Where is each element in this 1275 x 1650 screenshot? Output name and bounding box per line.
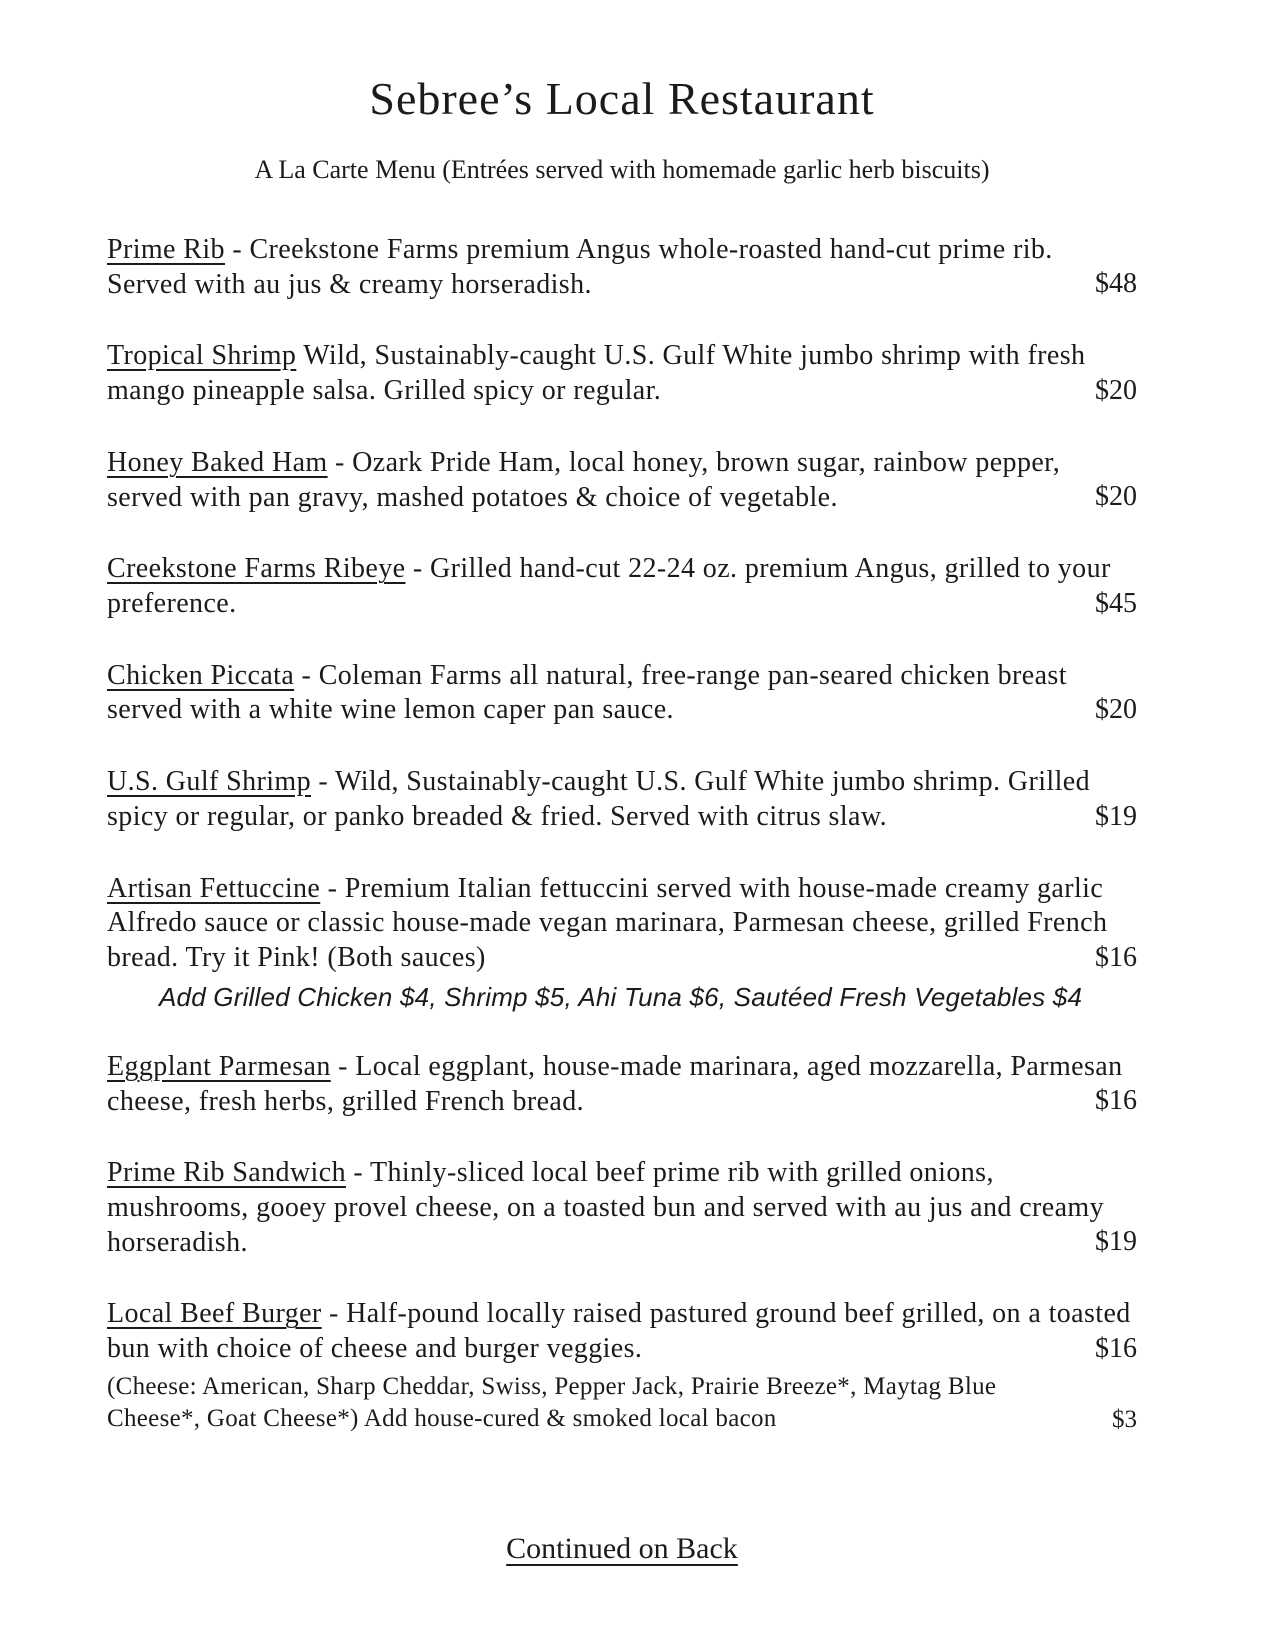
item-main: [107, 446, 1137, 515]
item-text: [107, 1156, 1137, 1260]
item-main: [107, 1050, 1137, 1119]
item-main: [107, 339, 1137, 408]
menu-item-local-beef-burger: [107, 1297, 1137, 1435]
item-price: $16: [1095, 1085, 1137, 1117]
menu-item-eggplant-parmesan: [107, 1050, 1137, 1119]
item-price: $16: [1095, 1332, 1137, 1364]
menu-item-honey-baked-ham: [107, 446, 1137, 515]
item-main: [107, 872, 1137, 976]
item-price: $20: [1095, 374, 1137, 406]
item-separator: -: [310, 766, 336, 798]
item-text: [107, 552, 1137, 621]
item-price: $20: [1095, 694, 1137, 726]
item-description: Ozark Pride Ham, local honey, brown sugar, rainbow pepper, served with pan gravy, mashed potatoes & choice of vegetable.: [107, 446, 1061, 513]
item-price: $19: [1095, 800, 1137, 832]
footer-note-text: Continued on Back: [506, 1531, 738, 1565]
item-description: Thinly-sliced local beef prime rib with grilled onions, mushrooms, gooey provel cheese, on a toasted bun and served with au jus and creamy horseradish.: [107, 1157, 1104, 1258]
item-separator: -: [320, 872, 345, 904]
item-price: $16: [1095, 941, 1137, 973]
menu-item-tropical-shrimp: [107, 339, 1137, 408]
item-separator: -: [321, 1298, 347, 1330]
item-description: Wild, Sustainably-caught U.S. Gulf White jumbo shrimp. Grilled spicy or regular, or panko breaded & fried. Served with citrus slaw.: [107, 766, 1090, 832]
menu-subtitle: A La Carte Menu (Entrées served with homemade garlic herb biscuits): [254, 155, 990, 184]
item-description: Premium Italian fettuccini served with house-made creamy garlic Alfredo sauce or classic house-made vegan marinara, Parmesan cheese, grilled French bread. Try it Pink! (Both sauces): [107, 872, 1108, 974]
item-cheese-note-wrap: [107, 1371, 1137, 1436]
item-name: U.S. Gulf Shrimp: [107, 766, 311, 798]
item-description: Creekstone Farms premium Angus whole-roasted hand-cut prime rib. Served with au jus & creamy horseradish.: [107, 234, 1053, 300]
item-name: Prime Rib Sandwich: [107, 1157, 346, 1189]
menu-item-creekstone-ribeye: [107, 552, 1137, 621]
item-separator: -: [330, 1050, 356, 1082]
item-name: Chicken Piccata: [107, 659, 295, 691]
item-main: [107, 1156, 1137, 1260]
item-text: [107, 233, 1137, 302]
item-description: Grilled hand-cut 22-24 oz. premium Angus, grilled to your preference.: [107, 553, 1111, 620]
item-main: [107, 1297, 1137, 1366]
item-description: Wild, Sustainably-caught U.S. Gulf White jumbo shrimp with fresh mango pineapple salsa. Grilled spicy or regular.: [107, 340, 1086, 407]
item-text: [107, 765, 1137, 834]
item-cheese-note: (Cheese: American, Sharp Cheddar, Swiss, Pepper Jack, Prairie Breeze*, Maytag Blue Cheese*, Goat Cheese*) Add house-cured & smoked local bacon: [107, 1372, 997, 1433]
item-name: Local Beef Burger: [107, 1298, 322, 1330]
item-separator: -: [294, 659, 319, 691]
item-name: Creekstone Farms Ribeye: [107, 553, 406, 585]
page-title: Sebree’s Local Restaurant: [369, 73, 875, 124]
menu-item-prime-rib-sandwich: [107, 1156, 1137, 1260]
item-description: Coleman Farms all natural, free-range pan-seared chicken breast served with a white wine lemon caper pan sauce.: [107, 659, 1067, 726]
item-text: [107, 659, 1137, 728]
item-text: [107, 872, 1137, 976]
item-name: Honey Baked Ham: [107, 446, 328, 478]
item-separator: -: [327, 446, 353, 478]
item-price: $20: [1095, 481, 1137, 513]
item-name: Artisan Fettuccine: [107, 872, 321, 904]
footer-note: [107, 1532, 1137, 1566]
item-separator: -: [345, 1157, 370, 1189]
menu-item-prime-rib: [107, 233, 1137, 302]
item-name: Prime Rib: [107, 234, 225, 265]
menu-item-artisan-fettuccine: [107, 872, 1137, 1013]
item-text: [107, 446, 1137, 515]
menu-item-chicken-piccata: [107, 659, 1137, 728]
item-separator: -: [405, 553, 431, 585]
item-addons-note: Add Grilled Chicken $4, Shrimp $5, Ahi Tuna $6, Sautéed Fresh Vegetables $4: [159, 981, 1083, 1012]
item-description: Local eggplant, house-made marinara, aged mozzarella, Parmesan cheese, fresh herbs, grilled French bread.: [107, 1050, 1123, 1117]
item-separator: -: [224, 234, 250, 265]
item-main: [107, 233, 1137, 302]
item-main: [107, 552, 1137, 621]
menu-item-us-gulf-shrimp: [107, 765, 1137, 834]
item-note-price: $3: [1112, 1405, 1137, 1433]
item-description: Half-pound locally raised pastured ground beef grilled, on a toasted bun with choice of cheese and burger veggies.: [107, 1298, 1131, 1365]
item-name: Eggplant Parmesan: [107, 1050, 331, 1082]
item-text: [107, 1050, 1137, 1119]
item-price: $48: [1095, 268, 1137, 300]
item-main: [107, 659, 1137, 728]
item-price: $19: [1095, 1226, 1137, 1258]
item-name: Tropical Shrimp: [107, 340, 297, 372]
item-text: [107, 1297, 1137, 1366]
item-main: [107, 765, 1137, 834]
item-price: $45: [1095, 587, 1137, 619]
item-text: [107, 339, 1137, 408]
